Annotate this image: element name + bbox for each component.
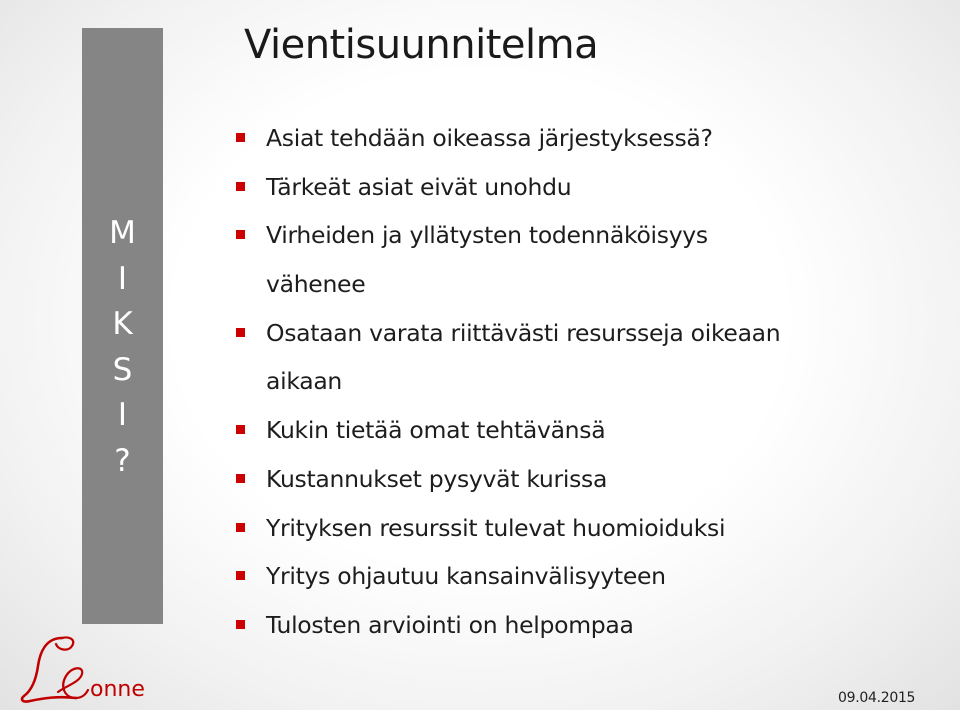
bullet-text: aikaan [266,367,343,396]
bullet-text: Asiat tehdään oikeassa järjestyksessä? [266,124,713,152]
bullet-text: Tulosten arviointi on helpompaa [266,610,634,639]
bullet-square-icon [236,620,245,629]
side-letter: K [112,306,133,342]
bullet-item [232,601,872,650]
bullet-text: Yrityksen resurssit tulevat huomioiduksi [266,513,726,542]
bullet-text: Kukin tietää omat tehtävänsä [266,416,606,445]
bullet-item [232,163,872,212]
bullet-square-icon [236,230,245,239]
bullet-item [232,504,872,553]
side-letter: M [109,215,136,251]
bullet-item [232,211,872,260]
bullet-square-icon [236,474,245,483]
leonne-logo [18,632,188,708]
bullet-text: vähenee [266,270,366,299]
bullet-text: Tärkeät asiat eivät unohdu [266,172,572,201]
side-vertical-text [82,211,163,484]
side-letter: I [117,260,128,297]
bullet-text: Kustannukset pysyvät kurissa [266,464,608,493]
side-letter: ? [114,442,131,479]
bullet-continuation [232,260,872,309]
bullet-text: Yritys ohjautuu kansainvälisyyteen [266,562,666,591]
bullet-list [232,114,872,650]
bullet-square-icon [236,523,245,532]
side-letter: I [117,397,128,433]
bullet-item [232,406,872,455]
bullet-square-icon [236,182,245,191]
bullet-item [232,309,872,358]
bullet-item [232,552,872,601]
bullet-square-icon [236,133,245,142]
bullet-item [232,114,872,163]
logo-text: onne [90,677,145,702]
bullet-square-icon [236,328,245,337]
bullet-text: Virheiden ja yllätysten todennäköisyys [266,221,708,250]
bullet-continuation [232,357,872,406]
bullet-item [232,455,872,504]
side-letter: S [112,351,133,388]
slide-title: Vientisuunnitelma [244,22,599,68]
bullet-square-icon [236,425,245,434]
slide-date: 09.04.2015 [838,690,916,706]
bullet-text: Osataan varata riittävästi resursseja oikeaan [266,318,781,347]
bullet-square-icon [236,571,245,580]
